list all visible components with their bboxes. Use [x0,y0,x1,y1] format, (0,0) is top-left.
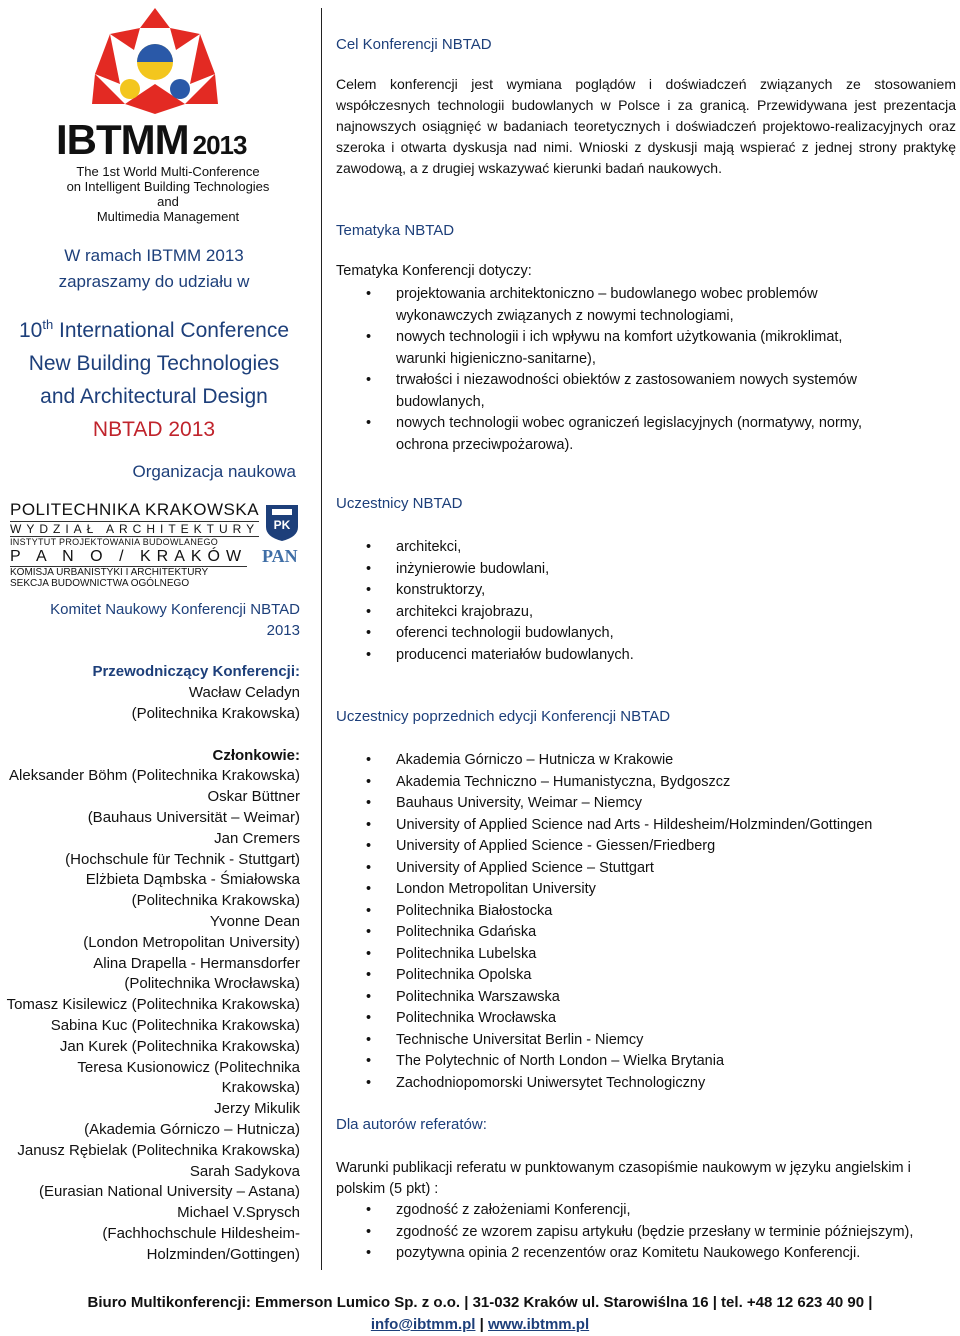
members-heading: Członkowie: [212,746,300,764]
committee-heading-year: 2013 [266,621,300,639]
member-line: Aleksander Böhm (Politechnika Krakowska) [9,767,300,785]
poprzednie-item: • University of Applied Science - Giessen/Friedberg [396,836,956,858]
member-line: Teresa Kusionowicz (Politechnika [77,1058,300,1076]
poprzednie-item: • Politechnika Gdańska [396,922,956,944]
uczestnicy-item: • konstruktorzy, [396,580,956,602]
chair-affiliation: (Politechnika Krakowska) [131,704,300,722]
tematyka-intro: Tematyka Konferencji dotyczy: [336,263,532,279]
member-line: Yvonne Dean [209,912,300,930]
poprzednie-item: • The Polytechnic of North London – Wielka Brytania [396,1051,956,1073]
footer-address: Biuro Multikonferencji: Emmerson Lumico Sp. z o.o. | 31-032 Kraków ul. Starowiślna 16 | tel. +48 12 623 40 90 | [87,1294,873,1311]
intro-line-1: W ramach IBTMM 2013 [64,246,244,265]
poprzednie-item: • Politechnika Warszawska [396,987,956,1009]
uczestnicy-item: • producenci materiałów budowlanych. [396,645,956,667]
poprzednie-item: • University of Applied Science – Stuttgart [396,858,956,880]
pan-logo-icon: PAN [262,546,298,566]
tematyka-list [396,284,896,456]
tematyka-item: • projektowania architektoniczno – budowlanego wobec problemów wykonawczych związanych z nowymi technologiami, [396,284,896,327]
right-column [336,0,956,1280]
tematyka-item: • nowych technologii i ich wpływu na komfort użytkowania (mikroklimat, warunki higieniczno-sanitarne), [396,327,896,370]
tematyka-item: • nowych technologii wobec ograniczeń legislacyjnych (normatywy, normy, ochrona przeciwpożarowa). [396,413,896,456]
committee-heading: Komitet Naukowy Konferencji NBTAD [50,601,300,618]
member-line: Alina Drapella - Hermansdorfer [93,954,300,972]
autorzy-heading: Dla autorów referatów: [336,1116,487,1133]
autorzy-item: • pozytywna opinia 2 recenzentów oraz Komitetu Naukowego Konferencji. [396,1243,956,1265]
member-line: (Politechnika Wrocławska) [124,975,300,993]
left-column [0,0,308,1280]
email-link[interactable]: info@ibtmm.pl [370,1316,476,1333]
poprzednie-item: • Technische Universitat Berlin - Niemcy [396,1030,956,1052]
pk-emblem-icon [264,503,300,541]
poprzednie-item: • Akademia Górniczo – Hutnicza w Krakowie [396,750,956,772]
member-line: (London Metropolitan University) [83,933,300,951]
uczestnicy-list [396,537,956,666]
intro-line-2: zapraszamy do udziału w [58,272,250,291]
poprzednie-item: • Politechnika Opolska [396,965,956,987]
member-line: Krakowska) [221,1079,300,1097]
member-line: (Akademia Górniczo – Hutnicza) [84,1120,300,1138]
tematyka-item: • trwałości i niezawodności obiektów z zastosowaniem nowych systemów budowlanych, [396,370,896,413]
member-line: (Hochschule für Technik - Stuttgart) [65,850,300,868]
poprzednie-item: • Akademia Techniczno – Humanistyczna, Bydgoszcz [396,772,956,794]
autorzy-list [396,1200,956,1265]
members-list [0,766,300,1265]
logo-title: IBTMM 2013 [56,116,247,163]
poprzednie-item: • Bauhaus University, Weimar – Niemcy [396,793,956,815]
uczestnicy-item: • oferenci technologii budowlanych, [396,623,956,645]
member-line: Sarah Sadykova [189,1162,300,1180]
pk-logo-text: POLITECHNIKA KRAKOWSKA WYDZIAŁ ARCHITEKTURY INSTYTUT PROJEKTOWANIA BUDOWLANEGO [10,500,260,547]
uczestnicy-item: • architekci, [396,537,956,559]
poprzednie-list [396,750,956,1094]
cel-paragraph: Celem konferencji jest wymiana poglądów i doświadczeń związanych ze stosowaniem współczesnych technologii budowlanych w Polsce i za granicą. Przewidywana jest prezentacja najnowszych osiągnięć w badaniach teoretycznych i doświadczeń projektowo-realizacyjnych oraz szeroka i otwarta dyskusja nad nimi. Wnioski z dyskusji mają wspierać z jednej strony praktykę zawodową, a z drugiej wskazywać kierunki badań naukowych. [336,76,956,176]
member-line: (Eurasian National University – Astana) [39,1183,300,1201]
uczestnicy-item: • inżynierowie budowlani, [396,559,956,581]
member-line: Jan Kurek (Politechnika Krakowska) [59,1037,300,1055]
member-line: Michael V.Sprysch [177,1204,300,1222]
uczestnicy-heading: Uczestnicy NBTAD [336,495,463,512]
member-line: Jan Cremers [214,829,300,847]
committee-block [0,600,300,1266]
poprzednie-item: • Zachodniopomorski Uniwersytet Technologiczny [396,1073,956,1095]
member-line: Sabina Kuc (Politechnika Krakowska) [50,1016,300,1034]
pan-logo-text: P A N O / KRAKÓW KOMISJA URBANISTYKI I ARCHITEKTURY SEKCJA BUDOWNICTWA OGÓLNEGO [10,548,248,589]
member-line: Janusz Rębielak (Politechnika Krakowska) [17,1141,300,1159]
poprzednie-item: • Politechnika Lubelska [396,944,956,966]
poprzednie-item: • University of Applied Science nad Arts - Hildesheim/Holzminden/Gottingen [396,815,956,837]
website-link[interactable]: www.ibtmm.pl [488,1316,590,1333]
chair-heading: Przewodniczący Konferencji: [92,663,300,681]
member-line: (Bauhaus Universität – Weimar) [87,808,300,826]
member-line: Elżbieta Dąmbska - Śmiałowska [85,871,300,889]
uczestnicy-item: • architekci krajobrazu, [396,602,956,624]
cel-heading: Cel Konferencji NBTAD [336,36,492,53]
autorzy-item: • zgodność ze wzorem zapisu artykułu (będzie przesłany w terminie późniejszym), [396,1222,956,1244]
poprzednie-item: • Politechnika Białostocka [396,901,956,923]
member-line: (Politechnika Krakowska) [131,892,300,910]
member-line: (Fachhochschule Hildesheim- [102,1224,300,1242]
svg-text:PK: PK [273,518,291,532]
organization-heading: Organizacja naukowa [132,462,296,481]
conference-title: 10th International Conference New Building Technologies and Architectural Design NBTAD 2013 [18,317,290,441]
poprzednie-item: • London Metropolitan University [396,879,956,901]
footer: Biuro Multikonferencji: Emmerson Lumico Sp. z o.o. | 31-032 Kraków ul. Starowiślna 16 | tel. +48 12 623 40 90 | info@ibtmm.pl | www.ibtmm.pl [0,1292,960,1336]
logo-subtitle: The 1st World Multi-Conference on Intelligent Building Technologies and Multimedia Management [66,164,270,224]
tematyka-heading: Tematyka NBTAD [336,222,455,239]
poprzednie-heading: Uczestnicy poprzednich edycji Konferencji NBTAD [336,708,671,725]
autorzy-paragraph: Warunki publikacji referatu w punktowanym czasopiśmie naukowym w języku angielskim i polskim (5 pkt) : [336,1160,911,1197]
chair-name: Wacław Celadyn [188,684,300,702]
column-divider [321,8,322,1270]
member-line: Jerzy Mikulik [214,1100,300,1118]
member-line: Oskar Büttner [207,788,300,806]
member-line: Holzminden/Gottingen) [146,1245,300,1263]
autorzy-item: • zgodność z założeniami Konferencji, [396,1200,956,1222]
member-line: Tomasz Kisilewicz (Politechnika Krakowska) [6,996,300,1014]
poprzednie-item: • Politechnika Wrocławska [396,1008,956,1030]
